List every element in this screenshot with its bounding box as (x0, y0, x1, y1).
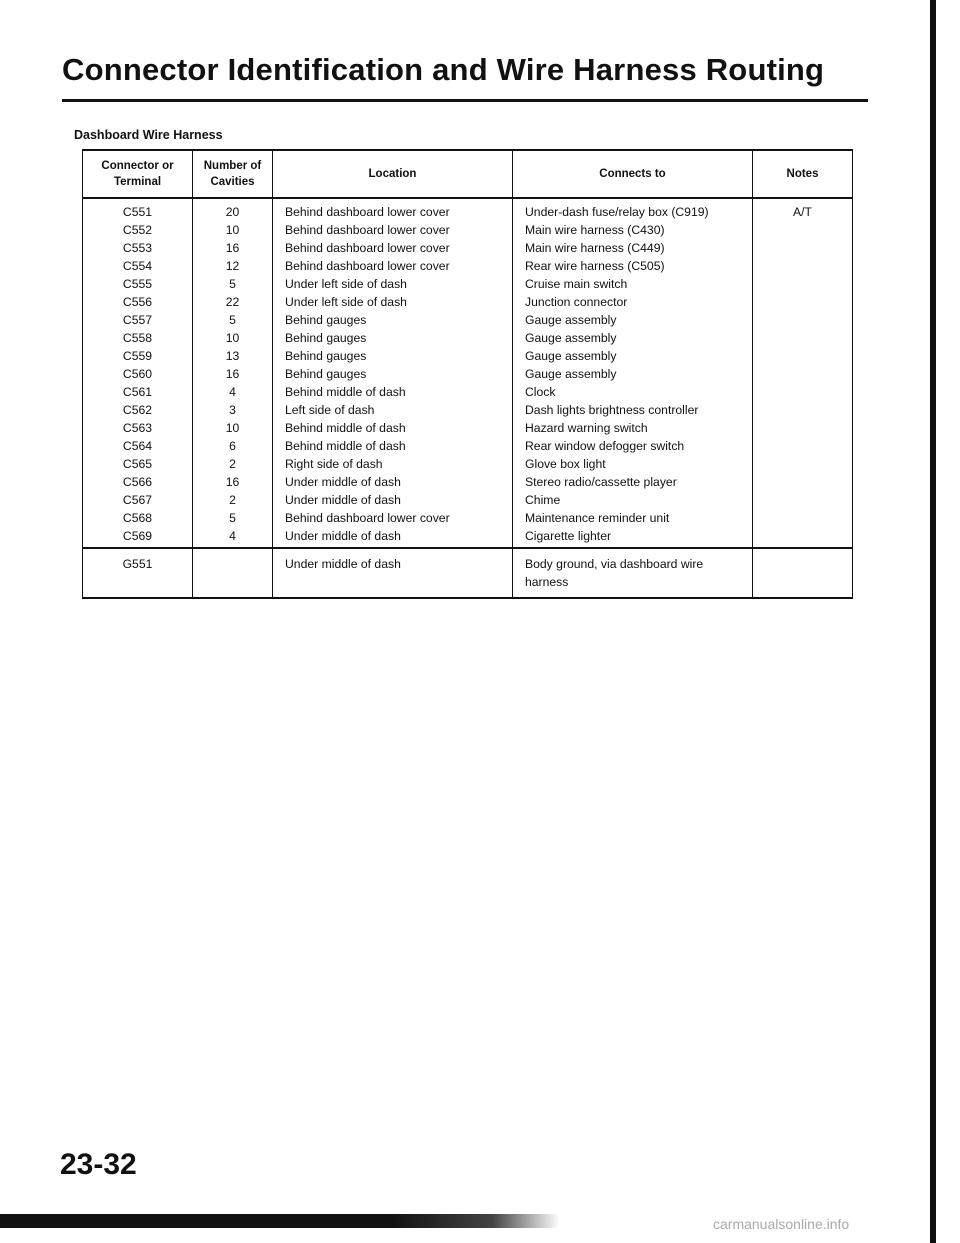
notes-line (753, 473, 852, 491)
terminal-line: C566 (122, 475, 153, 489)
header-notes: Notes (753, 150, 853, 198)
connects-to-line: Gauge assembly (525, 367, 617, 381)
terminal-line: C554 (122, 259, 153, 273)
connects-to-cell (513, 198, 753, 548)
header-terminal (83, 150, 193, 198)
location-line: Behind dashboard lower cover (285, 259, 450, 273)
ground-location-cell: Under middle of dash (273, 548, 513, 598)
notes-line (753, 275, 852, 293)
ground-notes-cell (753, 548, 853, 598)
notes-line (753, 491, 852, 509)
terminal-line: C561 (122, 385, 153, 399)
location-line: Behind dashboard lower cover (285, 205, 450, 219)
terminal-line: C567 (122, 493, 153, 507)
connects-to-line: Chime (525, 493, 561, 507)
connects-to-line: Stereo radio/cassette player (525, 475, 677, 489)
notes-line (753, 419, 852, 437)
title-rule (62, 99, 868, 102)
location-line: Under left side of dash (285, 295, 407, 309)
notes-line (753, 437, 852, 455)
location-line: Under middle of dash (285, 475, 401, 489)
notes-line (753, 239, 852, 257)
header-terminal-line2: Terminal (113, 176, 162, 188)
cavities-line: 5 (229, 313, 236, 327)
terminal-line: C551 (122, 205, 153, 219)
location-line: Behind middle of dash (285, 385, 406, 399)
ground-cavities-cell (193, 548, 273, 598)
location-cell (273, 198, 513, 548)
cavities-line: 5 (229, 511, 236, 525)
ground-terminal-cell: G551 (83, 548, 193, 598)
cavities-line: 2 (229, 457, 236, 471)
location-line: Behind dashboard lower cover (285, 511, 450, 525)
notes-line (753, 455, 852, 473)
notes-line (753, 383, 852, 401)
location-line: Under left side of dash (285, 277, 407, 291)
table-header-row (83, 150, 853, 198)
location-line: Behind gauges (285, 313, 367, 327)
cavities-line: 6 (229, 439, 236, 453)
terminal-line: C553 (122, 241, 153, 255)
connects-to-line: Junction connector (525, 295, 628, 309)
connects-to-line: Rear window defogger switch (525, 439, 685, 453)
table-row-connectors (83, 198, 853, 548)
cavities-line: 22 (225, 295, 240, 309)
cavities-line: 10 (225, 223, 240, 237)
connects-to-line: Clock (525, 385, 556, 399)
connects-to-line: Gauge assembly (525, 313, 617, 327)
terminal-line: C559 (122, 349, 153, 363)
page-number: 23-32 (60, 1148, 137, 1181)
location-line: Left side of dash (285, 403, 375, 417)
page-edge-bar (930, 0, 936, 1243)
terminal-line: C568 (122, 511, 153, 525)
watermark: carmanualsonline.info (713, 1216, 850, 1232)
notes-line: A/T (793, 205, 812, 219)
connects-to-line: Main wire harness (C430) (525, 223, 665, 237)
ground-connects-to-line2: harness (525, 575, 569, 589)
notes-cell (753, 198, 853, 548)
location-line: Behind middle of dash (285, 439, 406, 453)
location-line: Right side of dash (285, 457, 383, 471)
notes-line (753, 221, 852, 239)
header-connects-to: Connects to (513, 150, 753, 198)
notes-line (753, 257, 852, 275)
notes-line (753, 293, 852, 311)
cavities-line: 16 (225, 475, 240, 489)
terminal-line: C558 (122, 331, 153, 345)
terminal-line: C564 (122, 439, 153, 453)
connects-to-line: Hazard warning switch (525, 421, 648, 435)
connects-to-line: Gauge assembly (525, 349, 617, 363)
notes-line (753, 311, 852, 329)
table-row-ground (83, 548, 853, 598)
header-cavities-line2: Cavities (210, 176, 255, 188)
connects-to-line: Cigarette lighter (525, 529, 612, 543)
header-cavities-line1: Number of (203, 160, 262, 172)
cavities-line: 12 (225, 259, 240, 273)
connects-to-line: Cruise main switch (525, 277, 628, 291)
terminal-line: C555 (122, 277, 153, 291)
cavities-line: 10 (225, 421, 240, 435)
header-cavities (193, 150, 273, 198)
notes-line (753, 365, 852, 383)
header-terminal-line1: Connector or (101, 160, 174, 172)
cavities-line: 4 (229, 385, 236, 399)
cavities-line: 4 (229, 529, 236, 543)
connects-to-line: Glove box light (525, 457, 606, 471)
location-line: Behind dashboard lower cover (285, 241, 450, 255)
terminal-cell (83, 198, 193, 548)
page-title: Connector Identification and Wire Harness Routing (62, 52, 825, 87)
footer-bar (0, 1214, 560, 1228)
notes-line (753, 401, 852, 419)
connects-to-line: Main wire harness (C449) (525, 241, 665, 255)
cavities-line: 20 (225, 205, 240, 219)
notes-line (753, 347, 852, 365)
connects-to-line: Under-dash fuse/relay box (C919) (525, 205, 709, 219)
cavities-line: 16 (225, 241, 240, 255)
terminal-line: C557 (122, 313, 153, 327)
header-location: Location (273, 150, 513, 198)
terminal-line: C556 (122, 295, 153, 309)
section-heading: Dashboard Wire Harness (74, 128, 223, 142)
connector-table (82, 149, 853, 599)
ground-connects-to-line1: Body ground, via dashboard wire (525, 557, 704, 571)
cavities-line: 3 (229, 403, 236, 417)
connects-to-line: Dash lights brightness controller (525, 403, 699, 417)
terminal-line: C562 (122, 403, 153, 417)
location-line: Under middle of dash (285, 529, 401, 543)
cavities-line: 5 (229, 277, 236, 291)
terminal-line: C560 (122, 367, 153, 381)
location-line: Behind dashboard lower cover (285, 223, 450, 237)
cavities-line: 2 (229, 493, 236, 507)
cavities-line: 13 (225, 349, 240, 363)
location-line: Behind middle of dash (285, 421, 406, 435)
ground-connects-to-cell (513, 548, 753, 598)
connects-to-line: Gauge assembly (525, 331, 617, 345)
notes-line (753, 329, 852, 347)
cavities-line: 16 (225, 367, 240, 381)
cavities-cell (193, 198, 273, 548)
location-line: Behind gauges (285, 331, 367, 345)
location-line: Behind gauges (285, 349, 367, 363)
notes-line (753, 509, 852, 527)
location-line: Behind gauges (285, 367, 367, 381)
connects-to-line: Rear wire harness (C505) (525, 259, 665, 273)
terminal-line: C565 (122, 457, 153, 471)
terminal-line: C563 (122, 421, 153, 435)
terminal-line: C552 (122, 223, 153, 237)
connects-to-line: Maintenance reminder unit (525, 511, 670, 525)
location-line: Under middle of dash (285, 493, 401, 507)
notes-line (753, 527, 852, 545)
cavities-line: 10 (225, 331, 240, 345)
terminal-line: C569 (122, 529, 153, 543)
